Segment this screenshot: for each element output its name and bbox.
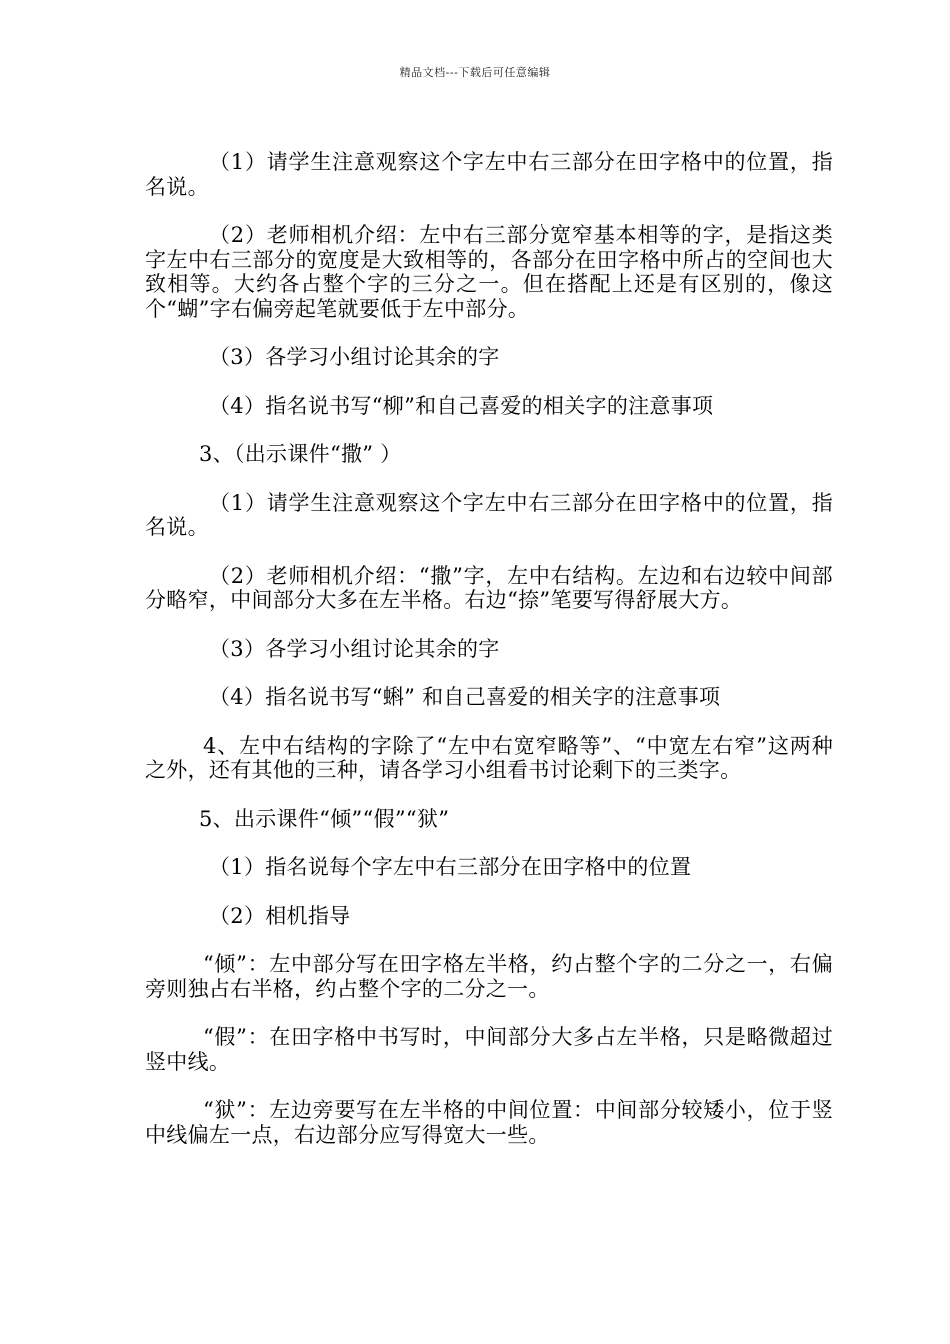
paragraph-yu: “狱”：左边旁要写在左半格的中间位置：中间部分较矮小，位于竖中线偏左一点，右边部分应写得宽大一些。	[145, 1098, 833, 1147]
page-header: 精品文档---下载后可任意编辑	[399, 66, 551, 79]
paragraph-jia: “假”：在田字格中书写时，中间部分大多占左半格，只是略微超过竖中线。	[145, 1025, 833, 1074]
paragraph-group-discuss-2: （3）各学习小组讨论其余的字	[209, 636, 500, 661]
paragraph-teacher-intro-1: （2）老师相机介绍：左中右三部分宽窄基本相等的字，是指这类字左中右三部分的宽度是大致相等的，各部分在田字格中所占的空间也大致相等。大约各占整个字的三分之一。但在搭配上还是有区别的，像这个“蝴”字右偏旁起笔就要低于左中部分。	[145, 223, 833, 321]
paragraph-step-5: 5、出示课件“倾”“假”“狱”	[199, 806, 450, 831]
paragraph-write-ke: （4）指名说书写“蝌” 和自己喜爱的相关字的注意事项	[209, 685, 721, 709]
paragraph-position-each: （1）指名说每个字左中右三部分在田字格中的位置	[209, 855, 692, 879]
paragraph-guidance: （2）相机指导	[209, 903, 351, 928]
paragraph-observe-2: （1）请学生注意观察这个字左中右三部分在田字格中的位置，指名说。	[145, 490, 833, 539]
paragraph-group-discuss-1: （3）各学习小组讨论其余的字	[209, 345, 500, 369]
document-body	[145, 150, 833, 1171]
paragraph-write-liu: （4）指名说书写“柳”和自己喜爱的相关字的注意事项	[209, 393, 714, 418]
paragraph-step-4: 4、左中右结构的字除了“左中右宽窄略等”、“中宽左右窄”这两种之外，还有其他的三种，请各学习小组看书讨论剩下的三类字。	[145, 733, 833, 782]
paragraph-step-3: 3、（出示课件“撒” ）	[199, 442, 402, 466]
paragraph-observe-1: （1）请学生注意观察这个字左中右三部分在田字格中的位置，指名说。	[145, 150, 833, 199]
paragraph-qing: “倾”：左中部分写在田字格左半格，约占整个字的二分之一，右偏旁则独占右半格，约占整个字的二分之一。	[145, 952, 833, 1001]
paragraph-teacher-intro-2: （2）老师相机介绍：“撒”字，左中右结构。左边和右边较中间部分略窄，中间部分大多在左半格。右边“捺”笔要写得舒展大方。	[145, 563, 833, 612]
